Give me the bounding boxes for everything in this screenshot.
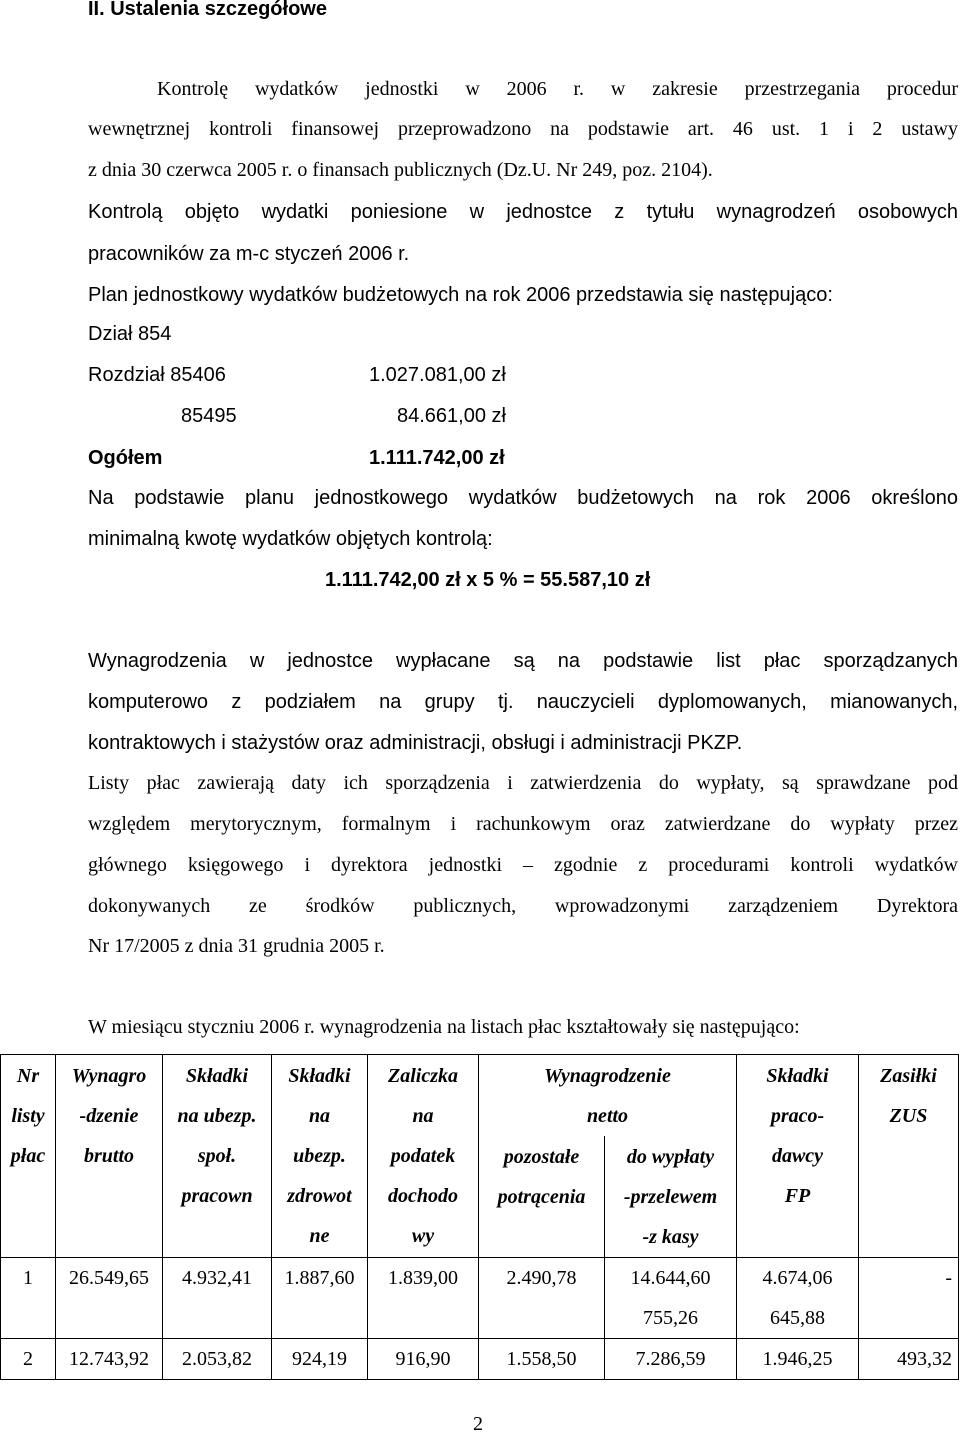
paragraph-line: Nr 17/2005 z dnia 31 grudnia 2005 r. xyxy=(88,935,385,957)
cell-zasilki: - xyxy=(859,1258,959,1339)
paragraph-line: wewnętrznej kontroli finansowej przeprowadzono na podstawie art. 46 ust. 1 i 2 ustawy xyxy=(88,118,958,140)
cell-zaliczka: 1.839,00 xyxy=(368,1258,479,1339)
paragraph-line: Kontrolą objęto wydatki poniesione w jednostce z tytułu wynagrodzeń osobowych xyxy=(88,201,958,223)
paragraph-line: pracowników za m-c styczeń 2006 r. xyxy=(88,243,410,265)
header-pracodawcy: Składki praco- dawcy FP xyxy=(737,1055,859,1258)
paragraph-line: kontraktowych i stażystów oraz administracji, obsługi i administracji PKZP. xyxy=(88,732,743,754)
header-skladki-zdrow: Składki na ubezp. zdrowot ne xyxy=(272,1055,368,1258)
paragraph-line: minimalną kwotę wydatków objętych kontrolą: xyxy=(88,528,493,550)
header-nr: Nr listy płac xyxy=(1,1055,56,1258)
header-wyplata: do wypłaty -przelewem -z kasy xyxy=(605,1136,737,1258)
header-brutto: Wynagro -dzenie brutto xyxy=(56,1055,163,1258)
cell-nr: 1 xyxy=(1,1258,56,1339)
header-zasilki: Zasiłki ZUS xyxy=(859,1055,959,1258)
table-intro: W miesiącu styczniu 2006 r. wynagrodzenia na listach płac kształtowały się następująco: xyxy=(88,1016,800,1038)
subrozdzial-label: 85495 xyxy=(181,405,237,427)
cell-skladki-spol: 4.932,41 xyxy=(163,1258,272,1339)
page-number: 2 xyxy=(473,1413,483,1435)
cell-zaliczka: 916,90 xyxy=(368,1339,479,1380)
table-row xyxy=(1,1339,959,1380)
total-label: Ogółem xyxy=(88,447,163,469)
cell-brutto: 26.549,65 xyxy=(56,1258,163,1339)
cell-skladki-zdrow: 924,19 xyxy=(272,1339,368,1380)
cell-wyplata: 14.644,60 755,26 xyxy=(605,1258,737,1339)
cell-pozostale: 1.558,50 xyxy=(479,1339,605,1380)
payroll-table xyxy=(0,1054,959,1380)
rozdzial-value: 1.027.081,00 zł xyxy=(369,364,506,386)
cell-nr: 2 xyxy=(1,1339,56,1380)
header-netto: Wynagrodzenie netto xyxy=(479,1055,737,1137)
cell-skladki-zdrow: 1.887,60 xyxy=(272,1258,368,1339)
header-zaliczka: Zaliczka na podatek dochodo wy xyxy=(368,1055,479,1258)
subrozdzial-value: 84.661,00 zł xyxy=(397,405,506,427)
paragraph-line: Na podstawie planu jednostkowego wydatków budżetowych na rok 2006 określono xyxy=(88,487,958,509)
paragraph-line: względem merytorycznym, formalnym i rachunkowym oraz zatwierdzane do wypłaty przez xyxy=(88,813,958,835)
cell-skladki-spol: 2.053,82 xyxy=(163,1339,272,1380)
rozdzial-label: Rozdział 85406 xyxy=(88,364,226,386)
total-value: 1.111.742,00 zł xyxy=(369,447,505,469)
dzial-line: Dział 854 xyxy=(88,323,172,345)
paragraph-line: z dnia 30 czerwca 2005 r. o finansach publicznych (Dz.U. Nr 249, poz. 2104). xyxy=(88,159,713,181)
cell-pracodawcy: 1.946,25 xyxy=(737,1339,859,1380)
paragraph-line: komputerowo z podziałem na grupy tj. nauczycieli dyplomowanych, mianowanych, xyxy=(88,691,958,713)
cell-zasilki: 493,32 xyxy=(859,1339,959,1380)
cell-pracodawcy: 4.674,06 645,88 xyxy=(737,1258,859,1339)
cell-wyplata: 7.286,59 xyxy=(605,1339,737,1380)
formula: 1.111.742,00 zł x 5 % = 55.587,10 zł xyxy=(325,569,651,591)
table-row xyxy=(1,1258,959,1339)
header-skladki-spol: Składki na ubezp. społ. pracown xyxy=(163,1055,272,1258)
cell-brutto: 12.743,92 xyxy=(56,1339,163,1380)
header-pozostale: pozostałe potrącenia xyxy=(479,1136,605,1258)
paragraph-line: Listy płac zawierają daty ich sporządzenia i zatwierdzenia do wypłaty, są sprawdzane pod xyxy=(88,772,958,794)
paragraph-line: dokonywanych ze środków publicznych, wprowadzonymi zarządzeniem Dyrektora xyxy=(88,895,958,917)
paragraph-line: głównego księgowego i dyrektora jednostki – zgodnie z procedurami kontroli wydatków xyxy=(88,854,958,876)
paragraph-line: Wynagrodzenia w jednostce wypłacane są na podstawie list płac sporządzanych xyxy=(88,650,958,672)
paragraph-line: Kontrolę wydatków jednostki w 2006 r. w zakresie przestrzegania procedur xyxy=(157,78,958,100)
section-heading: II. Ustalenia szczegółowe xyxy=(88,0,327,20)
paragraph-line: Plan jednostkowy wydatków budżetowych na rok 2006 przedstawia się następująco: xyxy=(88,284,833,306)
cell-pozostale: 2.490,78 xyxy=(479,1258,605,1339)
